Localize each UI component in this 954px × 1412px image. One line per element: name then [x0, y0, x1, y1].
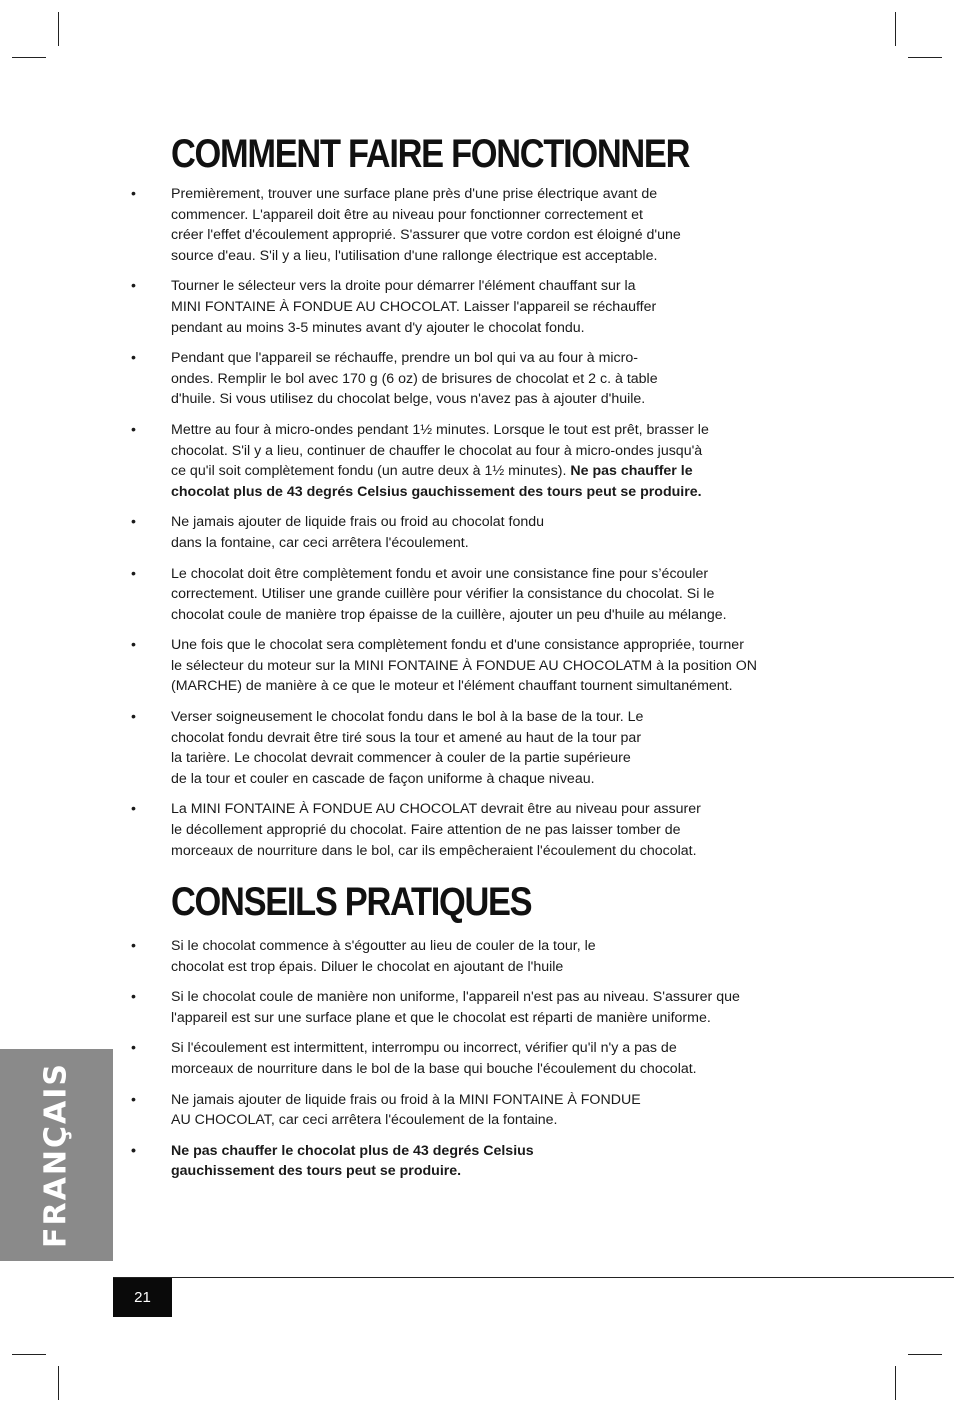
warning-text: chocolat plus de 43 degrés Celsius gauchissement des tours peut se produire. — [171, 483, 702, 500]
bullet: • — [131, 278, 136, 295]
warning-text: Ne pas chauffer le — [570, 463, 693, 480]
list-item: • Ne jamais ajouter de liquide frais ou froid à la MINI FONTAINE À FONDUE AU CHOCOLAT, car ceci arrêtera l'écoulement de la fontaine. — [131, 1091, 641, 1129]
crop-mark — [12, 1354, 46, 1355]
crop-mark — [895, 12, 896, 46]
list-item: • Une fois que le chocolat sera complètement fondu et d'une consistance appropriée, tourner le sélecteur du moteur sur la MINI FONTAINE À FONDUE AU CHOCOLATM à la position ON (MARCHE) de manière à ce que le moteur et l'élément chauffant tournent simultanément. — [131, 637, 758, 695]
bullet: • — [131, 350, 136, 367]
bullet: • — [131, 989, 136, 1006]
crop-mark — [58, 1366, 59, 1400]
list-item: • Le chocolat doit être complètement fondu et avoir une consistance fine pour s’écouler correctement. Utiliser une grande cuillère pour vérifier la consistance du chocolat. Si le chocolat coule de manière trop épaisse de la cuillère, ajouter un peu d'huile au mélange. — [131, 565, 727, 623]
bullet: • — [131, 801, 136, 818]
crop-mark — [12, 57, 46, 58]
bullet: • — [131, 186, 136, 202]
bullet: • — [131, 565, 136, 582]
bullet: • — [131, 1040, 136, 1057]
list-item: • Mettre au four à micro-ondes pendant 1½ minutes. Lorsque le tout est prêt, brasser le chocolat. S'il y a lieu, continuer de chauffer le chocolat au four à micro-ondes jusqu'à ce qu'il soit complètement fondu (un autre deux à 1½ minutes). Ne pas chauffer le chocolat plus de 43 degrés Celsius gauchissement des tours peut se produire. — [0, 420, 831, 502]
bullet: • — [131, 421, 136, 438]
operation-steps-list — [0, 184, 831, 861]
section-heading-operation: COMMENT FAIRE FONCTIONNER — [171, 132, 690, 176]
list-item: • Si l'écoulement est intermittent, interrompu ou incorrect, vérifier qu'il n'y a pas de morceaux de nourriture dans le bol de la base qui bouche l'écoulement du chocolat. — [131, 1040, 697, 1077]
list-item: • La MINI FONTAINE À FONDUE AU CHOCOLAT devrait être au niveau pour assurer le décollement approprié du chocolat. Faire attention de ne pas laisser tomber de morceaux de nourriture dans le bol, car ils empêcheraient l'écoulement du chocolat. — [131, 801, 701, 859]
list-item: • Verser soigneusement le chocolat fondu dans le bol à la base de la tour. Le chocolat fondu devrait être tiré sous la tour et amené au haut de la tour par la tarière. Le chocolat devrait commencer à couler de la partie supérieure de la tour et couler en cascade de façon uniforme à chaque niveau. — [131, 709, 644, 787]
list-item: • Si le chocolat coule de manière non uniforme, l'appareil n'est pas au niveau. S'assurer que l'appareil est sur une surface plane et que le chocolat est réparti de manière uniforme. — [131, 989, 740, 1026]
crop-mark — [908, 57, 942, 58]
tips-list — [0, 936, 831, 1182]
crop-mark — [58, 12, 59, 46]
bullet: • — [131, 1091, 136, 1108]
bullet: • — [131, 709, 136, 726]
footer-divider — [113, 1277, 954, 1278]
crop-mark — [895, 1366, 896, 1400]
bullet: • — [131, 1142, 136, 1159]
crop-mark — [908, 1354, 942, 1355]
page-number: 21 — [113, 1278, 172, 1317]
section-heading-tips: CONSEILS PRATIQUES — [171, 880, 532, 924]
bullet: • — [131, 637, 136, 654]
list-item: • Si le chocolat commence à s'égoutter au lieu de couler de la tour, le chocolat est trop épais. Diluer le chocolat en ajoutant de l'huile — [131, 938, 596, 975]
list-item: • Premièrement, trouver une surface plane près d'une prise électrique avant de commencer. L'appareil doit être au niveau pour fonctionner correctement et créer l'effet d'écoulement approprié. S'assurer que votre cordon est éloigné d'une source d'eau. S'il y a lieu, l'utilisation d'une rallonge électrique est acceptable. — [131, 186, 681, 264]
list-item: • Pendant que l'appareil se réchauffe, prendre un bol qui va au four à micro- ondes. Remplir le bol avec 170 g (6 oz) de brisures de chocolat et 2 c. à table d'huile. Si vous utilisez du chocolat belge, vous n'avez pas à ajouter d'huile. — [131, 350, 658, 408]
list-item: • Tourner le sélecteur vers la droite pour démarrer l'élément chauffant sur la MINI FONTAINE À FONDUE AU CHOCOLAT. Laisser l'appareil se réchauffer pendant au moins 3-5 minutes avant d'y ajouter le chocolat fondu. — [131, 278, 657, 336]
language-label: FRANÇAIS — [38, 1062, 74, 1248]
bullet: • — [131, 938, 136, 954]
list-item: • Ne jamais ajouter de liquide frais ou froid au chocolat fondu dans la fontaine, car ceci arrêtera l'écoulement. — [131, 514, 545, 551]
list-item-warning: • Ne pas chauffer le chocolat plus de 43 degrés Celsius gauchissement des tours peut se produire. — [131, 1142, 534, 1180]
bullet: • — [131, 514, 136, 531]
language-side-tab — [0, 1049, 113, 1261]
